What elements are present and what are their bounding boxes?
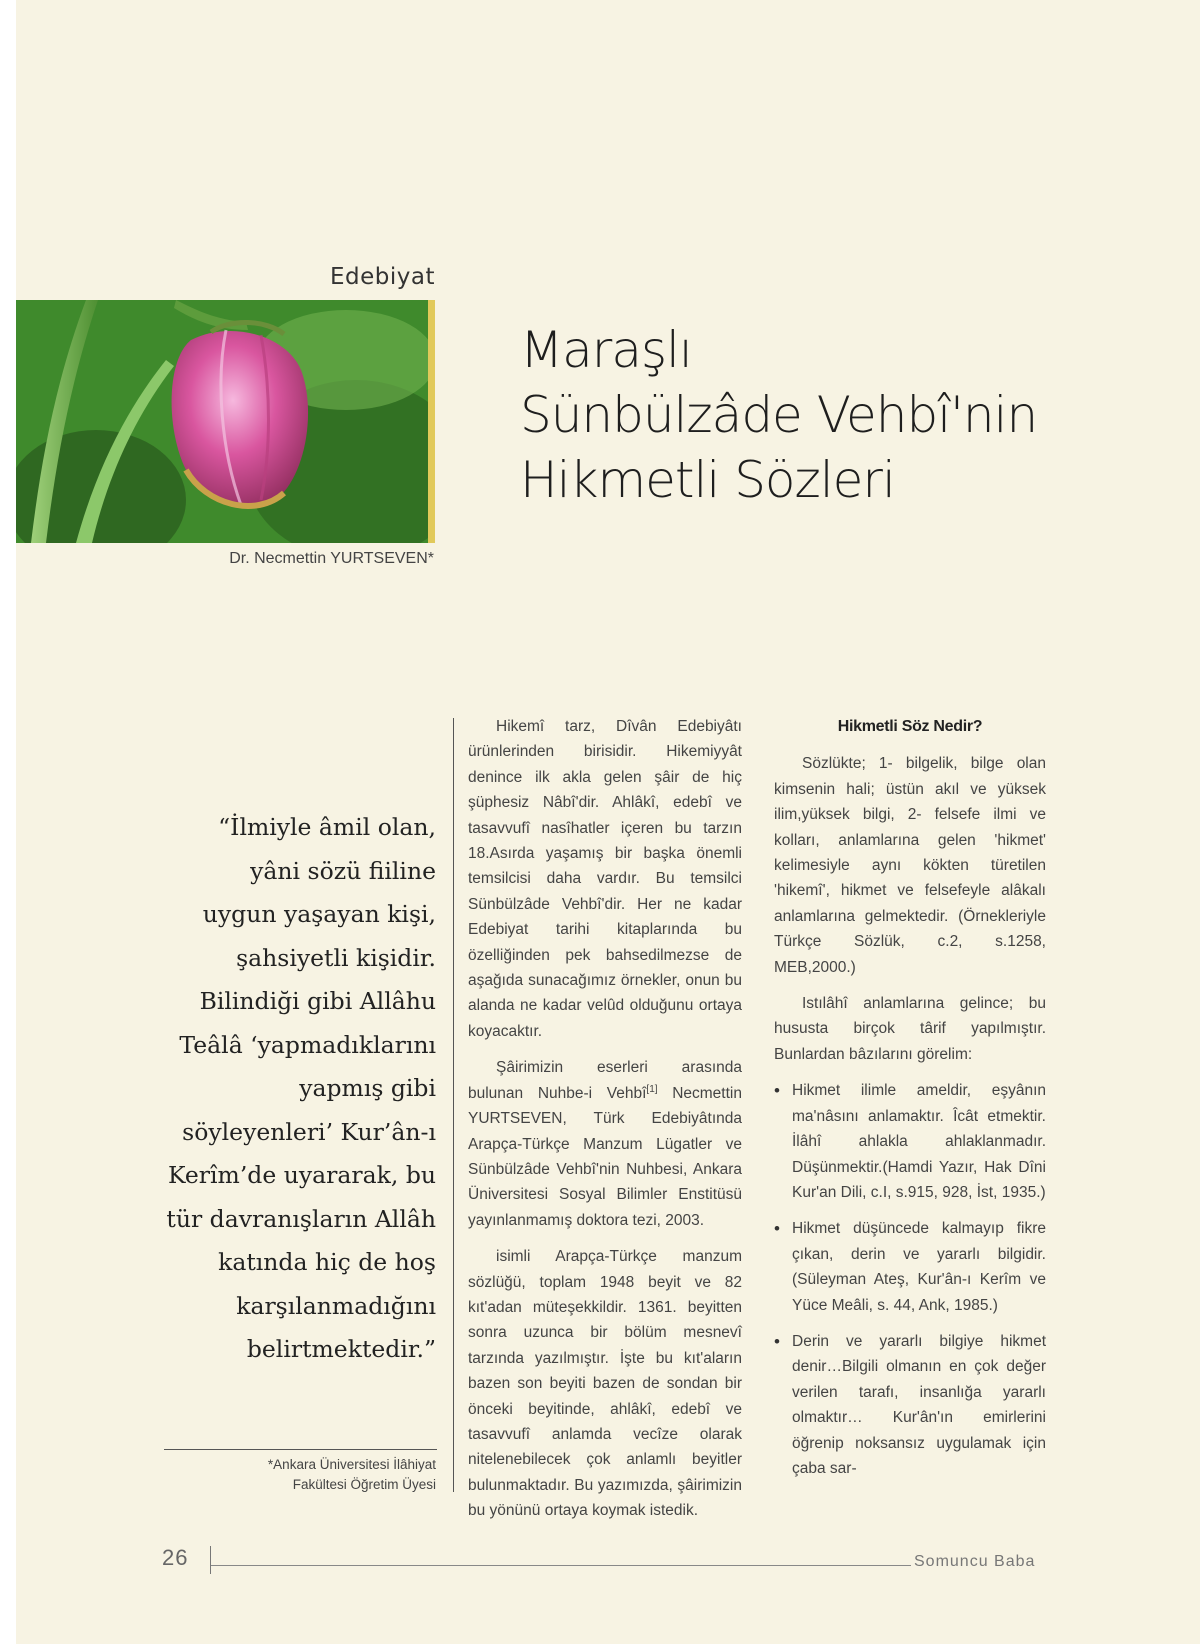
quote-line: karşılanmadığını — [236, 1291, 436, 1320]
quote-line: yapmış gibi — [299, 1074, 436, 1102]
article-title — [520, 318, 1160, 513]
bullet-icon: • — [774, 1219, 780, 1239]
column-divider — [453, 718, 454, 1492]
quote-line: tür davranışların Allâh — [166, 1204, 436, 1233]
footer-tick — [210, 1546, 211, 1574]
paragraph-text: Şâirimizin eserleri arasında bulunan Nuhbe-i Vehbî — [468, 1059, 742, 1102]
subheading: Hikmetli Söz Nedir? — [837, 718, 983, 735]
list-item-text: Hikmet düşüncede kalmayıp fikre çıkan, derin ve yararlı bilgidir.(Süleyman Ateş, Kur'ân-ı Kerîm ve Yüce Meâli, s. 44, Ank, 1985.) — [792, 1220, 1046, 1314]
quote-line: Bilindiği gibi Allâhu — [199, 987, 436, 1015]
list-item-text: Derin ve yararlı bilgiye hikmet denir…Bilgili olmanın en çok değer verilen tarafı, insanlığa yararlı olmaktır… Kur'ân'ın emirlerini öğrenip noksansız uygulamak için çaba sar- — [792, 1332, 1046, 1477]
footnote-line: *Ankara Üniversitesi İlâhiyat — [267, 1457, 436, 1472]
quote-line: şahsiyetli kişidir. — [236, 943, 436, 972]
pull-quote — [150, 806, 436, 1372]
quote-line: “İlmiyle âmil olan, — [218, 813, 436, 841]
quote-line: uygun yaşayan kişi, — [202, 900, 436, 928]
paragraph-text: Necmettin YURTSEVEN, Türk Edebiyâtında Arapça-Türkçe Manzum Lügatler ve Sünbülzâde Vehbî'nin Nuhbesi, Ankara Üniversitesi Sosyal Bilimler Enstitüsü yayınlanmamış doktora tezi, 2003. — [468, 1084, 742, 1229]
author-footnote — [156, 1455, 436, 1495]
footer-rule — [211, 1565, 911, 1566]
reference-marker[interactable]: [1] — [646, 1083, 658, 1095]
title-line: Maraşlı — [520, 321, 692, 379]
title-line: Sünbülzâde Vehbî'nin — [520, 386, 1038, 444]
body-paragraph: Hikemî tarz, Dîvân Edebiyâtı ürünlerinden birisidir. Hikemiyyât denince ilk akla gelen şâir de hiç şüphesiz Nâbî'dir. Ahlâkî, edebî ve tasavvufî nasîhatler içeren bu tarzın 18.Asırda yaşamış bir başka önemli temsilcisi daha vardır. Bu temsilci Sünbülzâde Vehbî'dir. Her ne kadar Edebiyat tarihi kitaplarında bu özelliğinden pek bahsedilmezse de aşağıda sunacağımız örnekler, onun bu alanda ne kadar velûd olduğunu ortaya koyacaktır. — [468, 718, 742, 1040]
list-item — [774, 1078, 1046, 1205]
list-item — [774, 1329, 1046, 1481]
page-number: 26 — [162, 1545, 189, 1570]
bullet-icon: • — [774, 1081, 780, 1101]
magazine-name: Somuncu Baba — [914, 1553, 1036, 1570]
quote-line: Teâlâ ‘yapmadıklarını — [179, 1030, 436, 1059]
quote-line: katında hiç de hoş — [218, 1248, 436, 1276]
body-paragraph: Sözlükte; 1- bilgelik, bilge olan kimsenin hali; üstün akıl ve yüksek ilim,yüksek bilgi, 2- felsefe ilmi ve kolları, anlamlarına gelen 'hikmet' kelimesiyle aynı kökten türetilen 'hikemî', hikmet ve felsefeyle alâkalı anlamlarına gelmektedir. (Örnekleriyle Türkçe Sözlük, c.2, s.1258, MEB,2000.) — [774, 755, 1046, 976]
footnote-divider — [164, 1449, 437, 1450]
definition-list — [774, 1078, 1046, 1481]
body-paragraph: Istılâhî anlamlarına gelince; bu hususta birçok târif yapılmıştır. Bunlardan bâzılarını görelim: — [774, 995, 1046, 1063]
quote-line: Kerîm’de uyararak, bu — [167, 1161, 436, 1189]
author-byline: Dr. Necmettin YURTSEVEN* — [229, 550, 434, 567]
list-item-text: Hikmet ilimle ameldir, eşyânın ma'nâsını anlamaktır. Îcât etmektir. İlâhî ahlakla ahlaklanmadır. Düşünmektir.(Hamdi Yazır, Hak Dîni Kur'an Dili, c.I, s.915, 928, İst, 1935.) — [792, 1082, 1046, 1201]
section-label: Edebiyat — [330, 264, 435, 290]
flower-illustration — [16, 300, 434, 543]
flower-photo — [16, 300, 434, 543]
quote-line: söyleyenleri’ Kur’ân-ı — [182, 1117, 436, 1146]
photo-edge-accent — [428, 300, 435, 543]
quote-line: belirtmektedir.” — [246, 1335, 436, 1363]
body-column-1 — [468, 714, 742, 1535]
bullet-icon: • — [774, 1331, 780, 1351]
body-paragraph: isimli Arapça-Türkçe manzum sözlüğü, toplam 1948 beyit ve 82 kıt'adan müteşekkildir. 1361. beyitten sonra uzunca bir bölüm mesnevî tarzında yazılmıştır. İşte bu kıt'aların bazen son beyiti bazen de sondan bir önceki beyitinde, ahlâkî, edebî ve tasavvufî anlamda vecîze olarak nitelenebilecek çok anlamlı beyitler bulunmaktadır. Bu yazımızda, şâirimizin bu yönünü ortaya koymak istedik. — [468, 1248, 742, 1520]
footnote-line: Fakültesi Öğretim Üyesi — [292, 1477, 436, 1492]
quote-line: yâni sözü fiiline — [250, 856, 436, 885]
title-line: Hikmetli Sözleri — [520, 451, 895, 509]
body-column-2 — [774, 714, 1046, 1492]
body-paragraph — [468, 1055, 742, 1233]
list-item — [774, 1216, 1046, 1318]
